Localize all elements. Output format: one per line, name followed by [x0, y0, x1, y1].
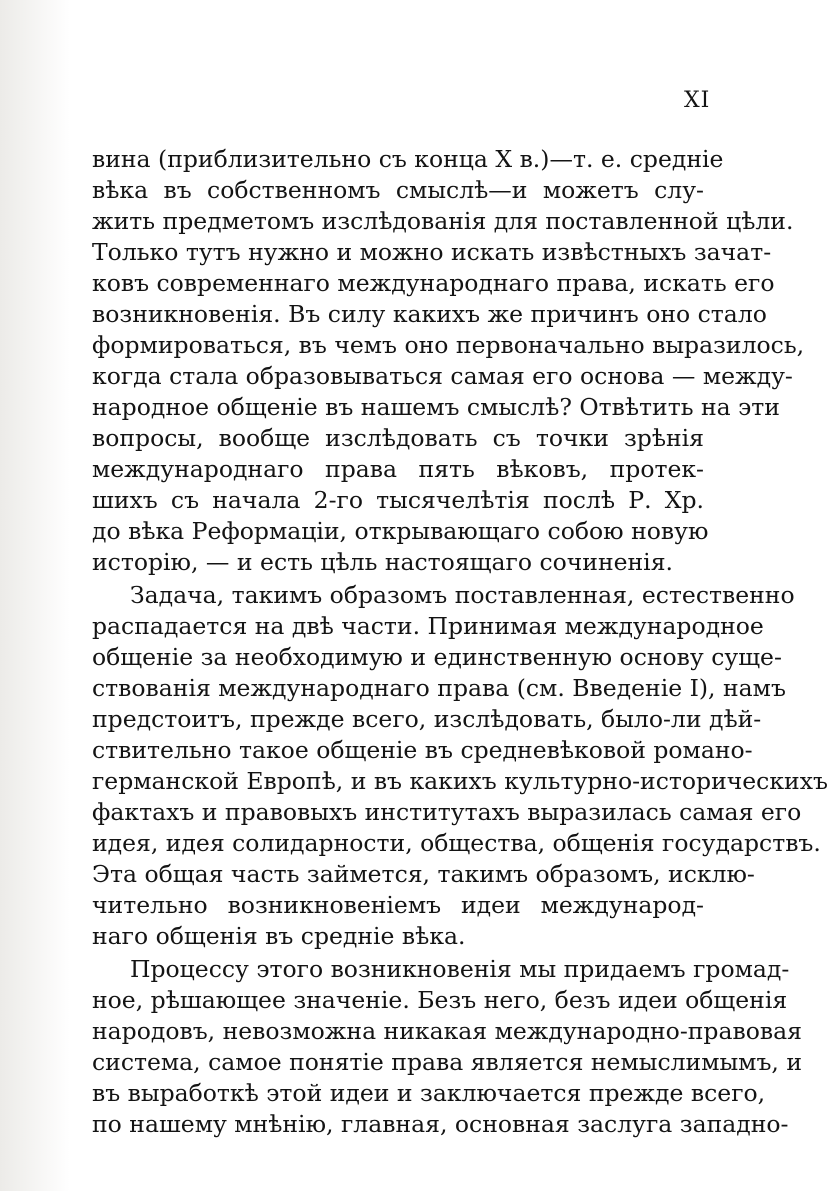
text-line: жить предметомъ изслѣдованія для поставленной цѣли. [92, 207, 794, 235]
text-line: по нашему мнѣнію, главная, основная заслуга западно- [92, 1110, 789, 1138]
text-line: вопросы, вообще изслѣдовать съ точки зрѣнія [92, 424, 704, 452]
text-line: идея, идея солидарности, общества, общенія государствъ. [92, 829, 821, 857]
text-line: ковъ современнаго международнаго права, искать его [92, 269, 775, 297]
text-line: народовъ, невозможна никакая международно-правовая [92, 1017, 802, 1045]
text-line: возникновенія. Въ силу какихъ же причинъ оно стало [92, 300, 767, 328]
text-line: шихъ съ начала 2-го тысячелѣтія послѣ Р. Хр. [92, 486, 704, 514]
text-line: ствованія международнаго права (см. Введеніе I), намъ [92, 674, 786, 702]
text-line: чительно возникновеніемъ идеи международ- [92, 891, 704, 919]
text-line: ное, рѣшающее значеніе. Безъ него, безъ идеи общенія [92, 986, 788, 1014]
text-line: народное общеніе въ нашемъ смыслѣ? Отвѣтить на эти [92, 393, 780, 421]
paragraph-first-line: Задача, такимъ образомъ поставленная, естественно [130, 581, 795, 609]
paragraph-first-line: Процессу этого возникновенія мы придаемъ громад- [130, 955, 790, 983]
text-line: исторію, — и есть цѣль настоящаго сочиненія. [92, 548, 673, 576]
text-line: вѣка въ собственномъ смыслѣ—и можетъ слу- [92, 176, 704, 204]
text-line: Эта общая часть займется, такимъ образомъ, исклю- [92, 860, 755, 888]
text-line: общеніе за необходимую и единственную основу суще- [92, 643, 782, 671]
text-line: до вѣка Реформаціи, открывающаго собою новую [92, 517, 709, 545]
text-line: вина (приблизительно съ конца X в.)—т. е. средніе [92, 145, 724, 173]
text-line: наго общенія въ средніе вѣка. [92, 922, 466, 950]
text-line: фактахъ и правовыхъ институтахъ выразилась самая его [92, 798, 802, 826]
text-line: распадается на двѣ части. Принимая международное [92, 612, 764, 640]
text-line: Только тутъ нужно и можно искать извѣстныхъ зачат- [92, 238, 772, 266]
text-line: въ выработкѣ этой идеи и заключается прежде всего, [92, 1079, 766, 1107]
text-line: система, самое понятіе права является немыслимымъ, и [92, 1048, 803, 1076]
text-line: предстоитъ, прежде всего, изслѣдовать, было-ли дѣй- [92, 705, 762, 733]
text-line: когда стала образовываться самая его основа — между- [92, 362, 793, 390]
text-line: германской Европѣ, и въ какихъ культурно-историческихъ [92, 767, 828, 795]
text-line: ствительно такое общеніе въ средневѣковой романо- [92, 736, 753, 764]
page-edge-shadow [0, 0, 70, 1191]
text-line: формироваться, въ чемъ оно первоначально выразилось, [92, 331, 805, 359]
text-line: международнаго права пять вѣковъ, протек- [92, 455, 704, 483]
page-number: XI [684, 88, 711, 113]
